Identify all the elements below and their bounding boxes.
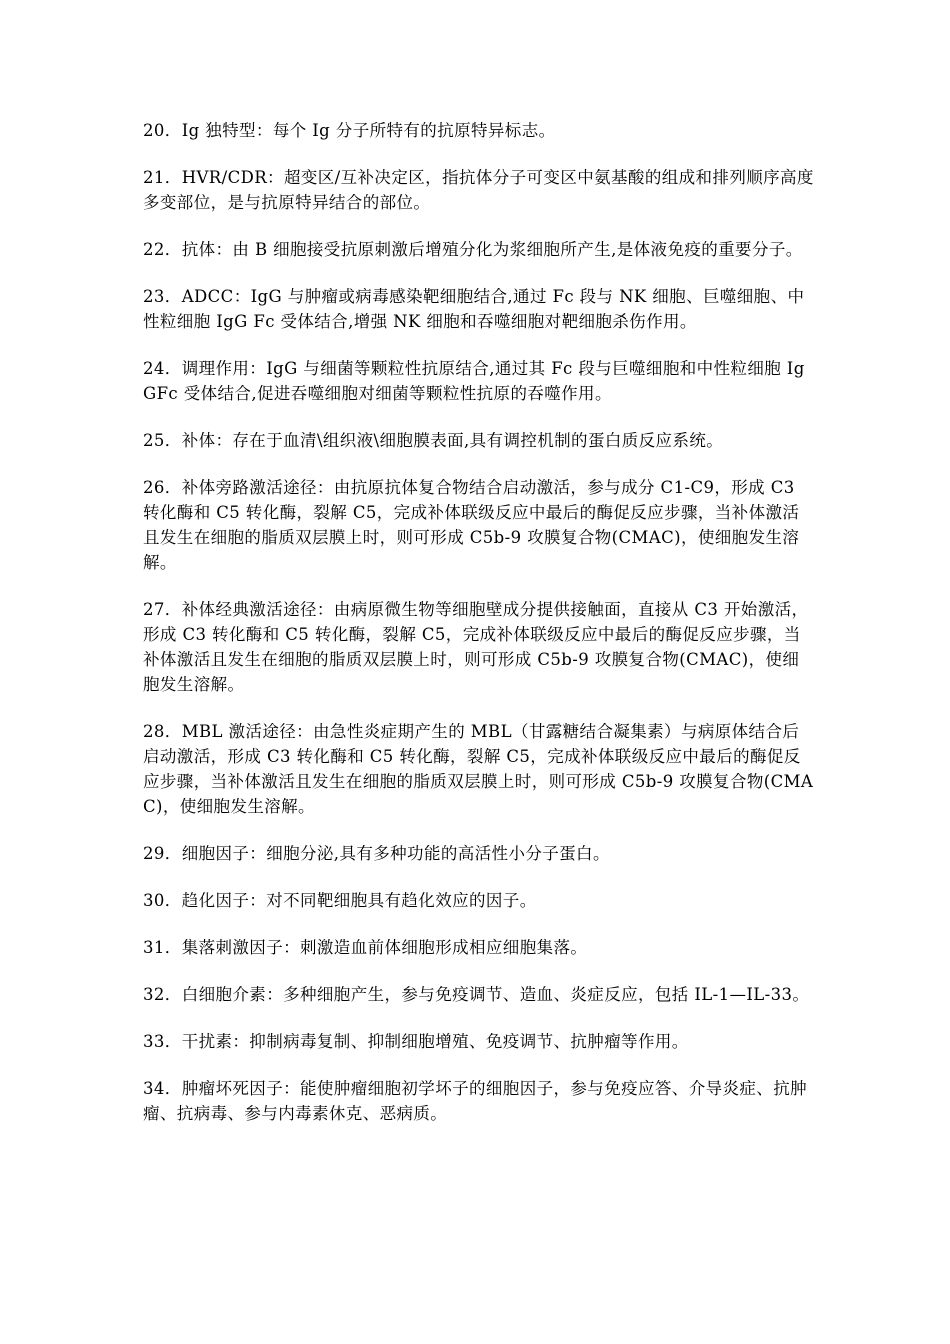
entry-20: 20．Ig 独特型：每个 Ig 分子所特有的抗原特异标志。 bbox=[143, 121, 556, 140]
entry-27: 27．补体经典激活途径：由病原微生物等细胞壁成分提供接触面，直接从 C3 开始激活，形成 C3 转化酶和 C5 转化酶，裂解 C5，完成补体联级反应中最后的酶促反应步骤，当补体激活且发生在细胞的脂质双层膜上时，则可形成 C5b-9 攻膜复合物(CMAC)，使细胞发生溶解。 bbox=[143, 600, 809, 694]
entry-22: 22．抗体：由 B 细胞接受抗原刺激后增殖分化为浆细胞所产生,是体液免疫的重要分子。 bbox=[143, 240, 803, 259]
entry-31: 31．集落刺激因子：刺激造血前体细胞形成相应细胞集落。 bbox=[143, 938, 588, 957]
entry-24: 24．调理作用：IgG 与细菌等颗粒性抗原结合,通过其 Fc 段与巨噬细胞和中性粒细胞 IgGFc 受体结合,促进吞噬细胞对细菌等颗粒性抗原的吞噬作用。 bbox=[143, 359, 805, 403]
document-body bbox=[143, 118, 815, 1148]
entry-26: 26．补体旁路激活途径：由抗原抗体复合物结合启动激活，参与成分 C1-C9，形成 C3 转化酶和 C5 转化酶，裂解 C5，完成补体联级反应中最后的酶促反应步骤，当补体激活且发生在细胞的脂质双层膜上时，则可形成 C5b-9 攻膜复合物(CMAC)，使细胞发生溶解。 bbox=[143, 478, 800, 572]
entry-34: 34．肿瘤坏死因子：能使肿瘤细胞初学坏子的细胞因子，参与免疫应答、介导炎症、抗肿瘤、抗病毒、参与内毒素休克、恶病质。 bbox=[143, 1079, 807, 1123]
entry-28: 28．MBL 激活途径：由急性炎症期产生的 MBL（甘露糖结合凝集素）与病原体结合后启动激活，形成 C3 转化酶和 C5 转化酶，裂解 C5，完成补体联级反应中最后的酶促反应步骤，当补体激活且发生在细胞的脂质双层膜上时，则可形成 C5b-9 攻膜复合物(CMAC)，使细胞发生溶解。 bbox=[143, 722, 814, 816]
entry-32: 32．白细胞介素：多种细胞产生，参与免疫调节、造血、炎症反应，包括 IL-1—IL-33。 bbox=[143, 985, 810, 1004]
entry-29: 29．细胞因子：细胞分泌,具有多种功能的高活性小分子蛋白。 bbox=[143, 844, 610, 863]
entry-33: 33．干扰素：抑制病毒复制、抑制细胞增殖、免疫调节、抗肿瘤等作用。 bbox=[143, 1032, 689, 1051]
entry-25: 25．补体：存在于血清\组织液\细胞膜表面,具有调控机制的蛋白质反应系统。 bbox=[143, 431, 724, 450]
entry-21: 21．HVR/CDR：超变区/互补决定区，指抗体分子可变区中氨基酸的组成和排列顺序高度多变部位，是与抗原特异结合的部位。 bbox=[143, 168, 814, 212]
entry-23: 23．ADCC：IgG 与肿瘤或病毒感染靶细胞结合,通过 Fc 段与 NK 细胞、巨噬细胞、中性粒细胞 IgG Fc 受体结合,增强 NK 细胞和吞噬细胞对靶细胞杀伤作用。 bbox=[143, 287, 805, 331]
entry-30: 30．趋化因子：对不同靶细胞具有趋化效应的因子。 bbox=[143, 891, 537, 910]
